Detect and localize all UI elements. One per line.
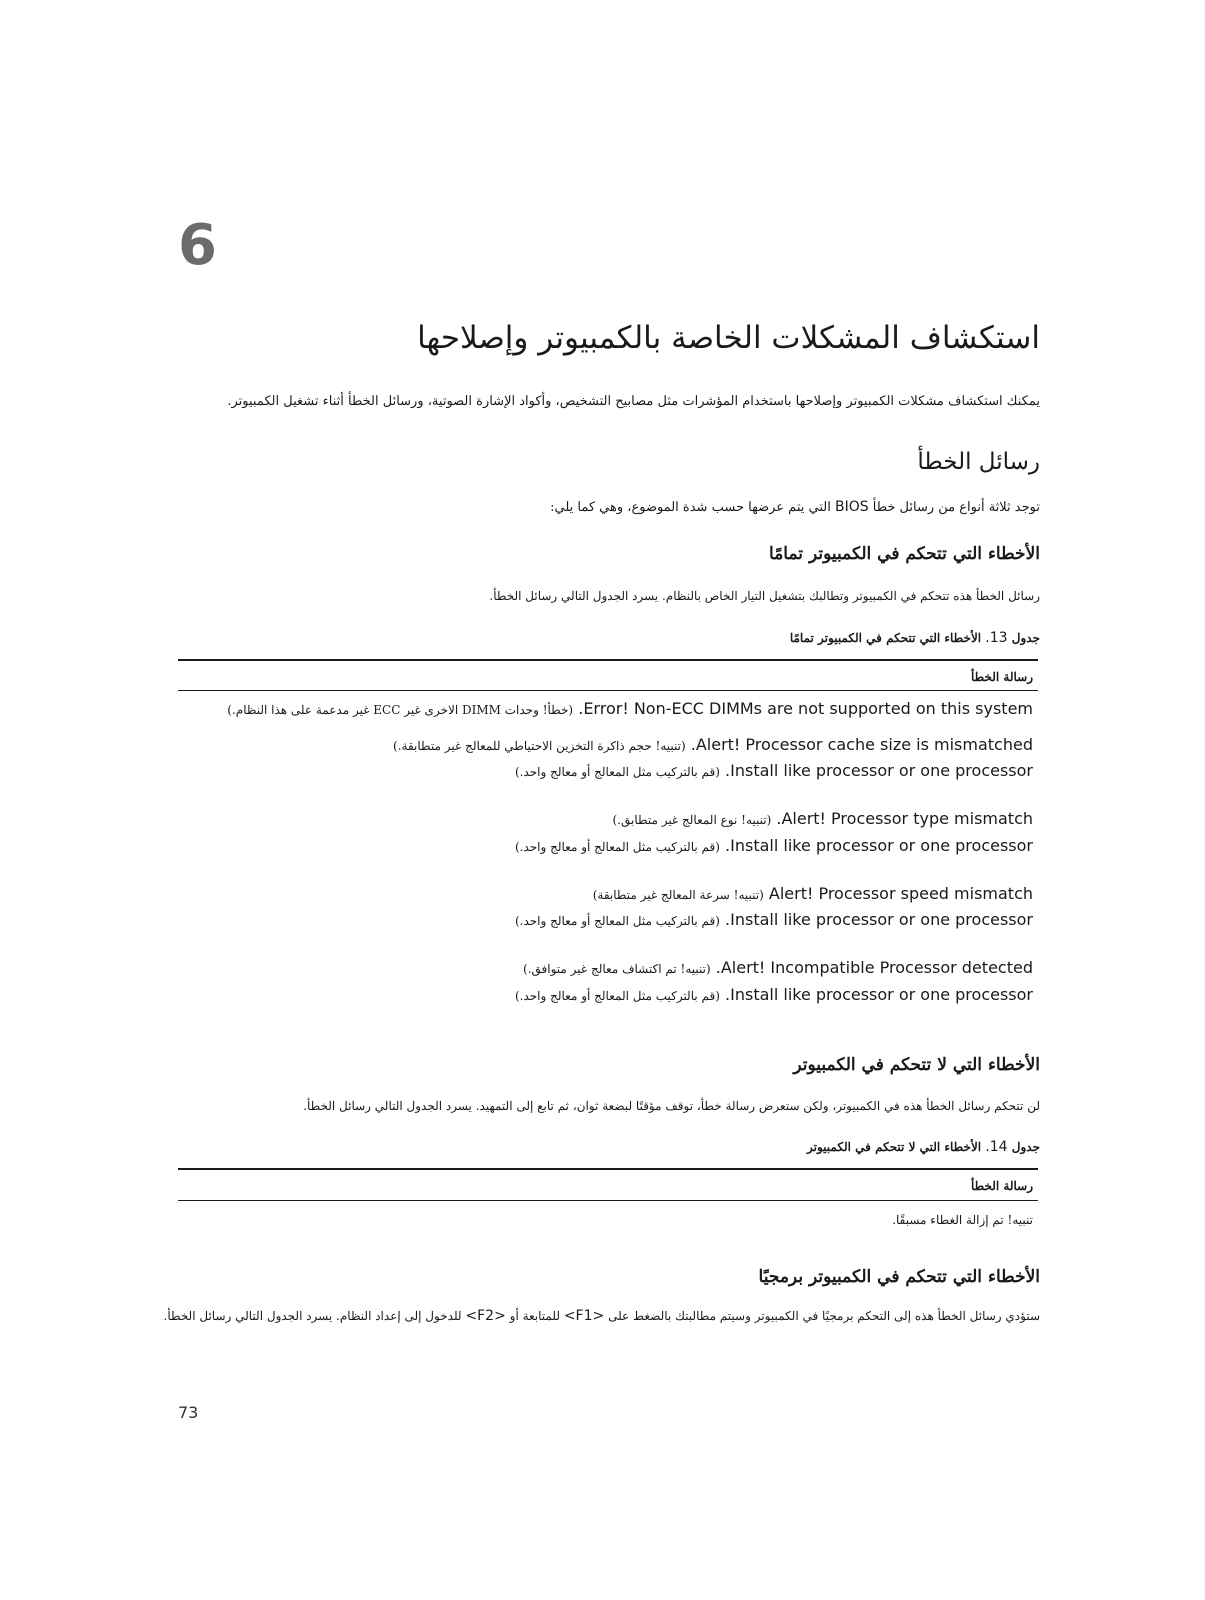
row-arabic: (تنبيه! حجم ذاكرة التخزين الاحتياطي للمعالج غير متطابقة.) bbox=[393, 739, 686, 753]
row-arabic: (قم بالتركيب مثل المعالج أو معالج واحد.) bbox=[514, 914, 720, 928]
soft-para-a: ستؤدي رسائل الخطأ هذه إلى التحكم برمجيًا في الكمبيوتر وسيتم مطالبتك بالضغط على bbox=[604, 1309, 1040, 1323]
bios-para-after: التي يتم عرضها حسب شدة الموضوع، وهي كما يلي: bbox=[550, 500, 835, 515]
row-arabic: (تنبيه! تم اكتشاف معالج غير متوافق.) bbox=[523, 962, 711, 976]
no-control-heading: الأخطاء التي لا تتحكم في الكمبيوتر bbox=[793, 1055, 1040, 1075]
key-f1: <F1> bbox=[563, 1308, 605, 1324]
key-f2: <F2> bbox=[465, 1308, 506, 1324]
table-13-top-rule bbox=[178, 659, 1038, 661]
table-row bbox=[173, 982, 1033, 1009]
row-english: Alert! Incompatible Processor detected. bbox=[715, 958, 1033, 977]
soft-control-heading: الأخطاء التي تتحكم في الكمبيوتر برمجيًا bbox=[758, 1267, 1040, 1287]
table-14-number: 14. bbox=[985, 1139, 1008, 1155]
table-14-caption bbox=[160, 1137, 1040, 1157]
row-english: Alert! Processor speed mismatch bbox=[768, 884, 1033, 903]
bios-para-before: توجد ثلاثة أنواع من رسائل خطأ bbox=[868, 500, 1040, 515]
page-number: 73 bbox=[178, 1403, 199, 1422]
full-control-heading: الأخطاء التي تتحكم في الكمبيوتر تمامًا bbox=[769, 544, 1040, 564]
intro-paragraph: يمكنك استكشاف مشكلات الكمبيوتر وإصلاحها باستخدام المؤشرات مثل مصابيح التشخيص، وأكواد الإشارة الصوتية، ورسائل الخطأ أثناء تشغيل الكمبيوتر. bbox=[227, 394, 1040, 409]
row-english: Install like processor or one processor. bbox=[725, 836, 1033, 855]
row-arabic: (تنبيه! سرعة المعالج غير متطابقة) bbox=[592, 888, 764, 902]
table-row bbox=[173, 758, 1033, 785]
table-13-caption-prefix: جدول bbox=[1007, 631, 1040, 645]
table-row bbox=[173, 806, 1033, 833]
row-arabic: (تنبيه! نوع المعالج غير متطابق.) bbox=[612, 813, 772, 827]
table-14-caption-text: الأخطاء التي لا تتحكم في الكمبيوتر bbox=[807, 1140, 986, 1154]
bios-label: BIOS bbox=[834, 499, 869, 515]
page-title: استكشاف المشكلات الخاصة بالكمبيوتر وإصلاحها bbox=[417, 320, 1040, 356]
table-13-number: 13. bbox=[985, 630, 1008, 646]
table-row: تنبيه! تم إزالة الغطاء مسبقًا. bbox=[892, 1213, 1033, 1227]
table-14-top-rule bbox=[178, 1168, 1038, 1170]
no-control-paragraph: لن تتحكم رسائل الخطأ هذه في الكمبيوتر، ولكن ستعرض رسالة خطأ، توقف مؤقتًا لبضعة ثوان، ثم تابع إلى التمهيد. يسرد الجدول التالي رسائل الخطأ. bbox=[303, 1099, 1040, 1113]
row-english: Alert! Processor type mismatch. bbox=[776, 809, 1033, 828]
full-control-paragraph: رسائل الخطأ هذه تتحكم في الكمبيوتر وتطالبك بتشغيل التيار الخاص بالنظام. يسرد الجدول التالي رسائل الخطأ. bbox=[489, 589, 1040, 603]
table-14-column-header: رسالة الخطأ bbox=[970, 1179, 1033, 1193]
row-english: Error! Non-ECC DIMMs are not supported on this system. bbox=[578, 699, 1033, 718]
row-english: Install like processor or one processor. bbox=[725, 985, 1033, 1004]
row-arabic: (قم بالتركيب مثل المعالج أو معالج واحد.) bbox=[514, 989, 720, 1003]
row-english: Install like processor or one processor. bbox=[725, 910, 1033, 929]
row-arabic: (قم بالتركيب مثل المعالج أو معالج واحد.) bbox=[514, 765, 720, 779]
table-row bbox=[173, 732, 1033, 759]
row-arabic: (خطأ! وحدات DIMM الاخرى غير ECC غير مدعمة على هذا النظام.) bbox=[227, 703, 574, 717]
row-arabic: (قم بالتركيب مثل المعالج أو معالج واحد.) bbox=[514, 840, 720, 854]
table-row bbox=[173, 696, 1033, 723]
table-13-caption bbox=[160, 628, 1040, 648]
table-row bbox=[173, 955, 1033, 982]
row-english: Alert! Processor cache size is mismatched. bbox=[690, 735, 1033, 754]
bios-paragraph bbox=[160, 497, 1040, 518]
table-14-caption-prefix: جدول bbox=[1007, 1140, 1040, 1154]
soft-para-b: للمتابعة أو bbox=[505, 1309, 564, 1323]
table-13-column-header: رسالة الخطأ bbox=[970, 670, 1033, 684]
chapter-number: 6 bbox=[178, 213, 217, 278]
soft-para-c: للدخول إلى إعداد النظام. يسرد الجدول التالي رسائل الخطأ. bbox=[163, 1309, 466, 1323]
table-row bbox=[173, 881, 1033, 908]
table-13-header-rule bbox=[178, 690, 1038, 691]
row-english: Install like processor or one processor. bbox=[725, 761, 1033, 780]
table-13-caption-text: الأخطاء التي تتحكم في الكمبيوتر تمامًا bbox=[789, 631, 986, 645]
table-row bbox=[173, 907, 1033, 934]
soft-control-paragraph bbox=[160, 1305, 1040, 1327]
error-messages-heading: رسائل الخطأ bbox=[917, 449, 1040, 475]
table-14-header-rule bbox=[178, 1200, 1038, 1201]
table-row bbox=[173, 833, 1033, 860]
